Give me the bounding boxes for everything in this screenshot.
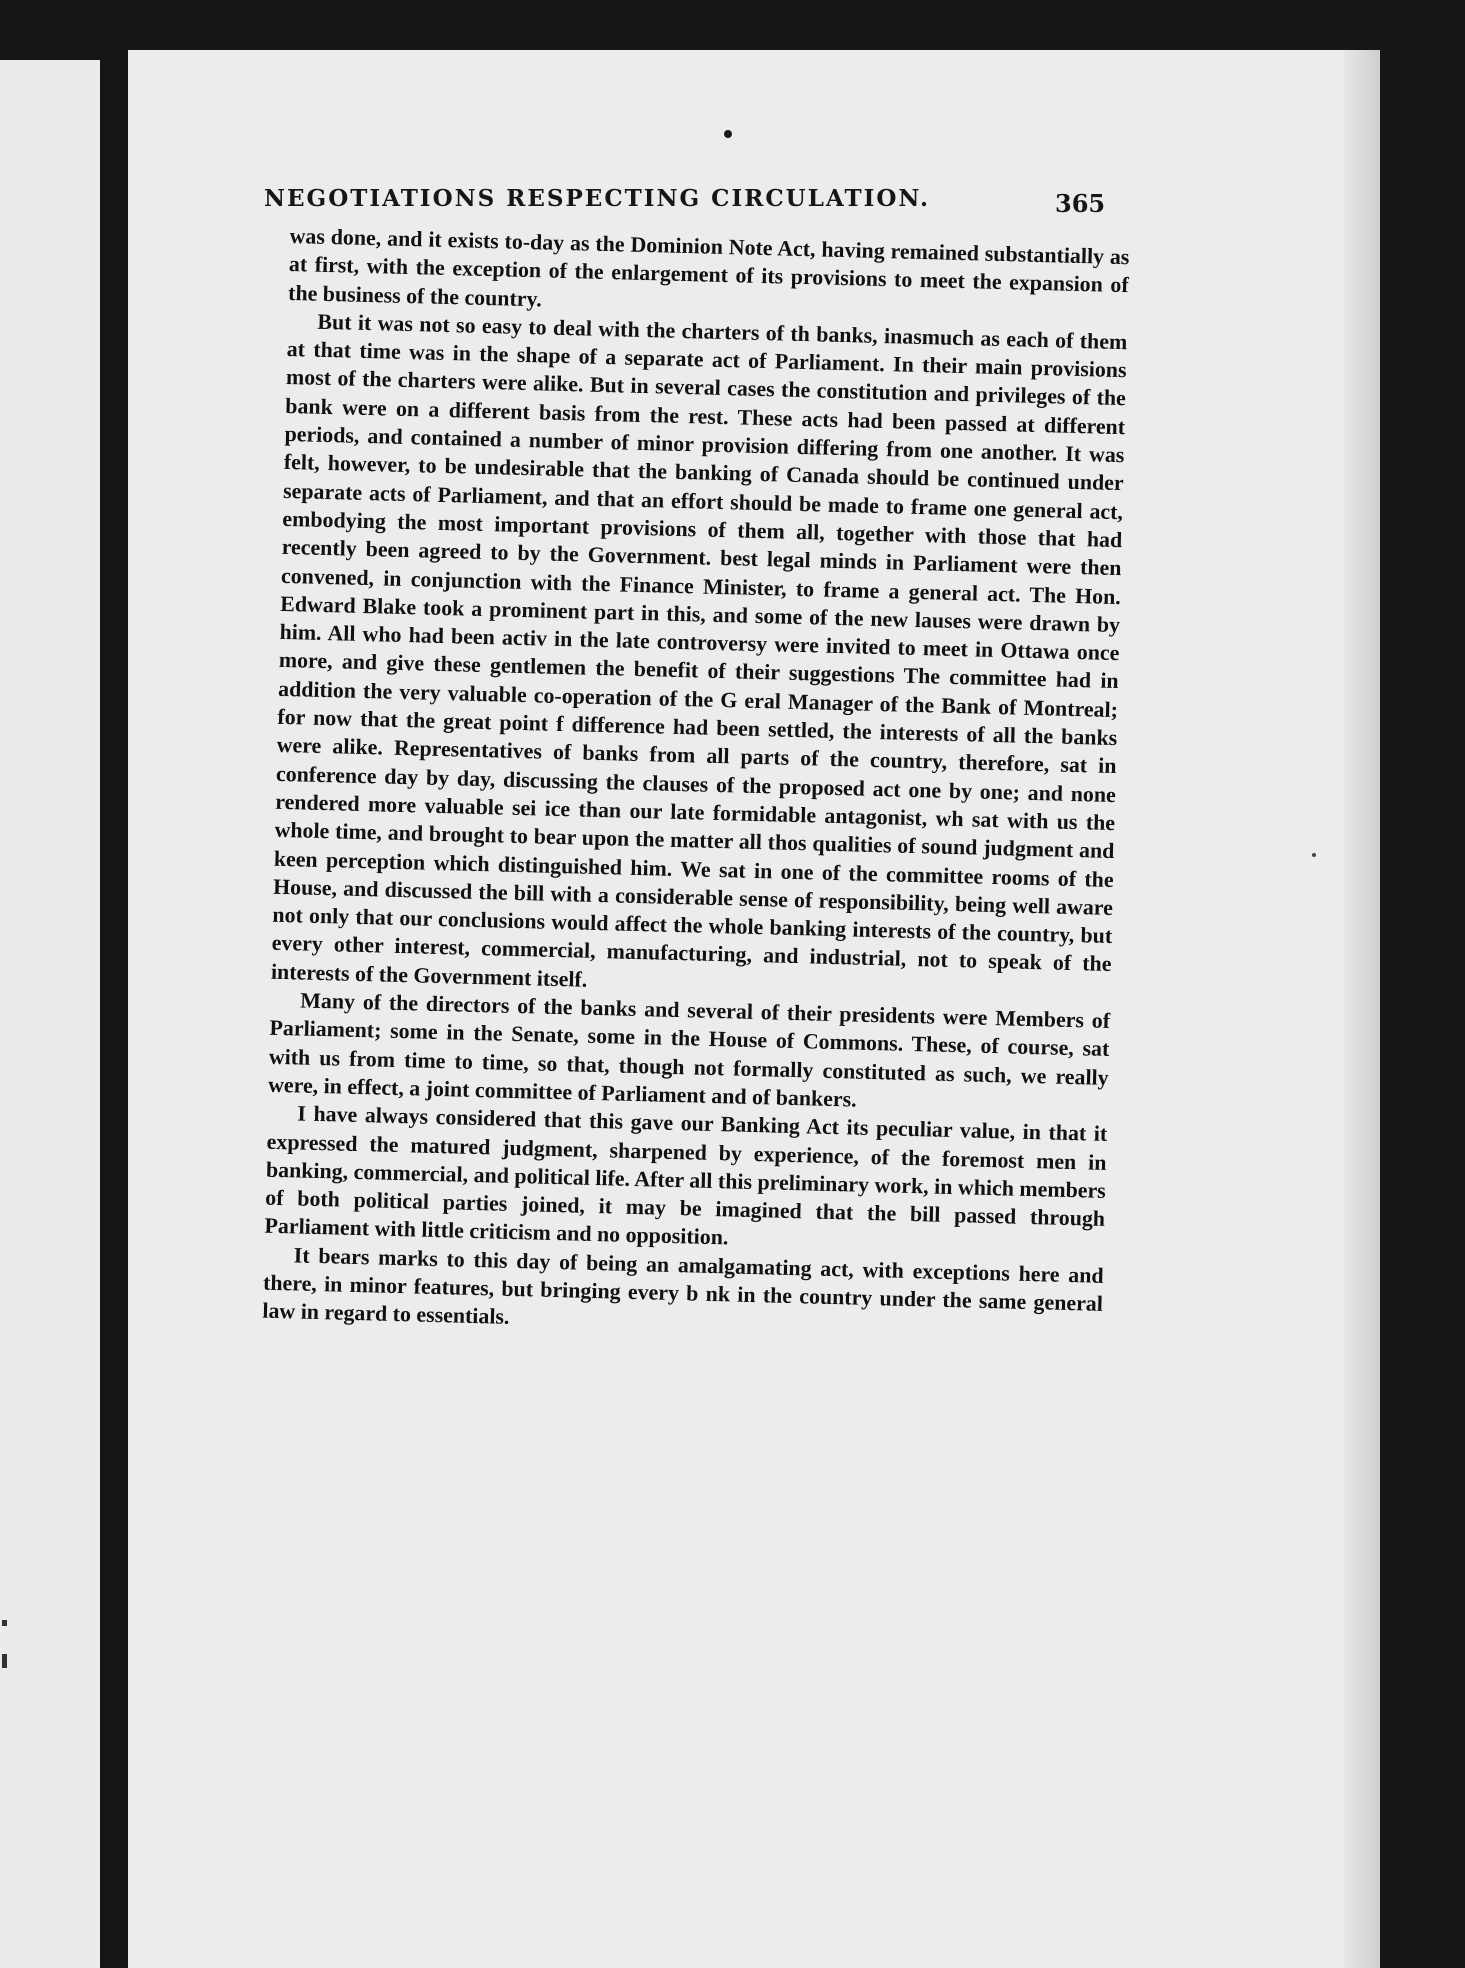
page-speck	[724, 130, 732, 138]
paragraph: Many of the directors of the banks and several of their presidents were Members of Parliament; some in the Senate, some in the House of Commons. These, of course, sat with us from time to time, so that, though not formally constituted as such, we really were, in effect, a joint committee of Parliament and of bankers.	[267, 987, 1111, 1112]
book-gutter	[100, 60, 126, 1968]
page-edge-shadow	[1344, 50, 1380, 1968]
paragraph: I have always considered that this gave our Banking Act its peculiar value, in that it expressed the matured judgment, sharpened by experience, of the foremost men in banking, commercial, and political life. After all this preliminary work, in which members of both political parties joined, it may be imagined that the bill passed through Parliament with little criticism and no opposition.	[264, 1100, 1108, 1250]
margin-mark	[2, 1620, 7, 1626]
left-page-fragment	[0, 60, 110, 1968]
paragraph: But it was not so easy to deal with the charters of th banks, inasmuch as each of them at that time was in the shape of a separate act of Parliament. In their main provisions most of the charters were alike. But in several cases the constitution and privileges of the bank were on a different basis from the rest. These acts had been passed at different periods, and contained a number of minor provision differing from one another. It was felt, however, to be undesirable that the banking of Canada should be continued under separate acts of Parliament, and that an effort should be made to frame one general act, embodying the most important provisions of them all, together with those that had recently been agreed to by the Government. best legal minds in Parliament were then convened, in conjunction with the Finance Minister, to frame a general act. The Hon. Edward Blake took a prominent part in this, and some of the new lauses were drawn by him. All who had been activ in the late controversy were invited to meet in Ottawa once more, and give these gentlemen the benefit of their suggestions The committee had in addition the very valuable co-operation of the G eral Manager of the Bank of Montreal; for now that the great point f difference had been settled, the interests of all the banks were alike. Representatives of banks from all parts of the country, therefore, sat in conference day by day, discussing the clauses of the proposed act one by one; and none rendered more valuable sei ice than our late formidable antagonist, wh sat with us the whole time, and brought to bear upon the matter all thos qualities of sound judgment and keen perception which distinguished him. We sat in one of the committee rooms of the House, and discussed the bill with a considerable sense of responsibility, being well aware not only that our conclusions would affect the whole banking interests of the country, but every other interest, commercial, manufacturing, and industrial, not to speak of the interests of the Government itself.	[270, 308, 1128, 992]
page-speck	[1312, 853, 1316, 857]
paragraph: It bears marks to this day of being an amalgamating act, with exceptions here and there, in minor features, but bringing every b nk in the country under the same general law in regard to essentials.	[262, 1242, 1104, 1330]
margin-mark	[2, 1654, 7, 1668]
left-margin-marks	[0, 1620, 12, 1670]
page-number: 365	[1055, 189, 1106, 218]
paragraph: was done, and it exists to-day as the Dominion Note Act, having remained substantially as at first, with the exception of the enlargement of its provisions to meet the expansion of the business of the country.	[287, 222, 1130, 311]
running-head: NEGOTIATIONS RESPECTING CIRCULATION.	[264, 185, 930, 212]
page-header	[264, 175, 1164, 219]
body-text	[262, 222, 1130, 1346]
